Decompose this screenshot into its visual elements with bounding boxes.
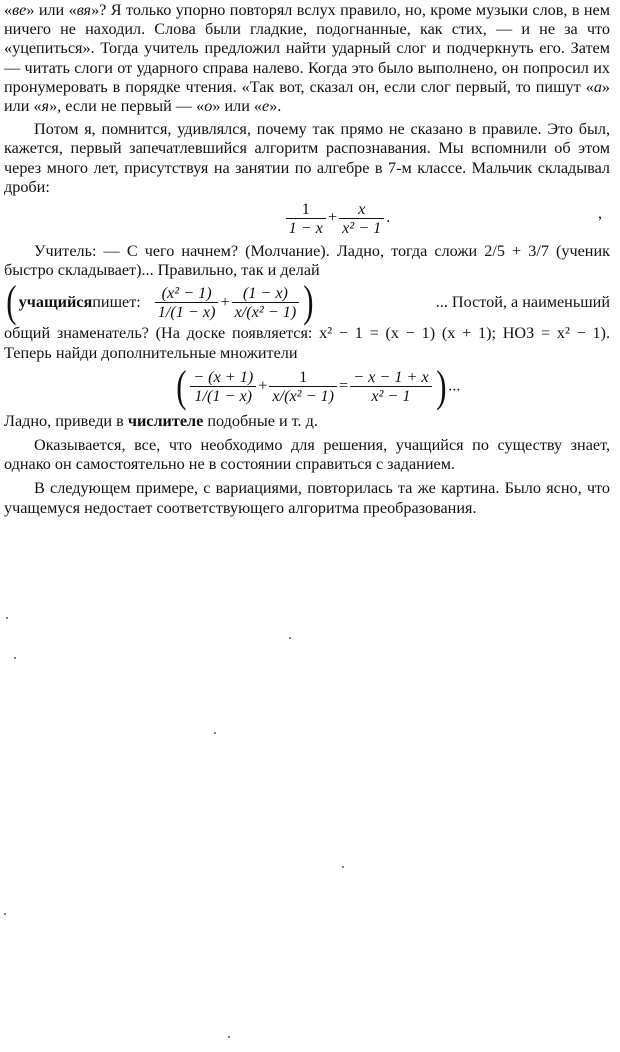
scan-speck bbox=[228, 1036, 230, 1038]
italic-run: ве bbox=[12, 1, 27, 19]
numerator: − (x + 1) bbox=[193, 368, 254, 387]
paragraph-numerator bbox=[4, 412, 610, 431]
denominator: x/(x² − 1) bbox=[232, 302, 300, 321]
numerator: 1 bbox=[299, 368, 308, 387]
numerator: (1 − x) bbox=[242, 283, 288, 302]
denominator: 1/(1 − x) bbox=[155, 302, 219, 321]
scan-speck bbox=[14, 657, 16, 659]
fraction bbox=[155, 284, 219, 321]
paragraph-next-example: В следующем примере, с вариациями, повторилась та же картина. Было ясно, что учащемуся недостает соответствующего алгоритма преобразования. bbox=[4, 479, 610, 517]
fraction bbox=[350, 368, 431, 405]
denominator: 1/(1 − x) bbox=[190, 386, 256, 405]
formula-period: . bbox=[386, 208, 391, 227]
fraction bbox=[269, 368, 337, 405]
plus-sign: + bbox=[258, 376, 268, 395]
text-run: », если не первый — « bbox=[49, 97, 205, 116]
denominator: 1 − x bbox=[286, 218, 326, 237]
formula-multipliers bbox=[24, 361, 610, 411]
ellipsis: ... bbox=[448, 376, 461, 395]
text-run: ... Постой, а наименьший bbox=[435, 292, 610, 311]
numerator: x bbox=[358, 200, 366, 219]
text-run: ». bbox=[269, 97, 282, 116]
text-run: « bbox=[4, 1, 13, 19]
left-paren: ( bbox=[6, 277, 17, 327]
paragraph-conclusion: Оказывается, все, что необходимо для решения, учащийся по существу знает, однако он самостоятельно не в состоянии справиться с заданием. bbox=[4, 436, 610, 474]
formula-fraction-sum bbox=[64, 200, 610, 237]
right-paren: ) bbox=[435, 361, 447, 411]
stray-comma: , bbox=[597, 204, 602, 223]
scan-speck bbox=[4, 913, 6, 915]
scan-speck bbox=[214, 732, 216, 734]
fraction bbox=[190, 368, 256, 405]
italic-run: я bbox=[41, 97, 50, 116]
text-run: пишет: bbox=[92, 292, 141, 311]
paragraph-algorithm: Потом я, помнится, удивлялся, почему так прямо не сказано в правиле. Это был, кажется, первый запечатлевшийся алгоритм распознавания. Мы вспомнили об этом через много лет, присутствуя на занятии по алгебре в 7-м классе. Мальчик складывал дроби: bbox=[4, 120, 610, 196]
plus-sign: + bbox=[327, 208, 338, 227]
paragraph-teacher: Учитель: — С чего начнем? (Молчание). Ладно, тогда сложи 2/5 + 3/7 (ученик быстро складывает)... Правильно, так и делай bbox=[4, 242, 610, 280]
numerator: 1 bbox=[301, 200, 310, 219]
italic-run: вя bbox=[76, 1, 92, 19]
numerator: (x² − 1) bbox=[161, 283, 212, 302]
scan-speck bbox=[6, 617, 8, 619]
equals-sign: = bbox=[339, 376, 349, 395]
bold-word: учащийся bbox=[18, 292, 93, 311]
right-paren: ) bbox=[303, 277, 314, 327]
text-run: » или « bbox=[26, 1, 77, 19]
plus-sign: + bbox=[220, 292, 230, 311]
scan-speck bbox=[289, 637, 291, 639]
fraction bbox=[339, 200, 384, 237]
text-run: подобные и т. д. bbox=[203, 411, 318, 430]
paragraph-rule bbox=[4, 1, 610, 116]
text-run: » или « bbox=[212, 97, 263, 116]
text-run: »? Я только упорно повторял вслух правило, но, кроме музыки слов, в нем ничего не находил. Слова были гладкие, подогнанные, как стих, — и не за что «уцепиться». Тогда учитель предложил найти ударный слог и подчеркнуть его. Затем — читать слоги от ударного справа налево. Когда это было выполнено, он попросил их пронумеровать в порядке чтения. «Так вот, сказал он, если слог первый, то пишут « bbox=[4, 1, 610, 96]
numerator: − x − 1 + x bbox=[353, 368, 429, 387]
fraction bbox=[232, 284, 300, 321]
left-paren: ( bbox=[175, 361, 187, 411]
text-run: » или « bbox=[4, 77, 610, 116]
italic-run: е bbox=[262, 97, 270, 116]
denominator: x² − 1 bbox=[339, 218, 384, 237]
bold-word: числителе bbox=[127, 411, 204, 430]
formula-line-student bbox=[4, 277, 610, 327]
fraction bbox=[286, 200, 326, 237]
denominator: x/(x² − 1) bbox=[269, 386, 337, 405]
scan-speck bbox=[342, 866, 344, 868]
paragraph-denominator: общий знаменатель? (На доске появляется: x² − 1 = (x − 1) (x + 1); НОЗ = x² − 1). Теперь найди дополнительные множители bbox=[4, 324, 610, 362]
text-run: Ладно, приведи в bbox=[4, 411, 128, 430]
book-page bbox=[4, 1, 610, 518]
italic-run: о bbox=[204, 97, 213, 116]
denominator: x² − 1 bbox=[350, 386, 431, 405]
italic-run: а bbox=[593, 77, 602, 96]
